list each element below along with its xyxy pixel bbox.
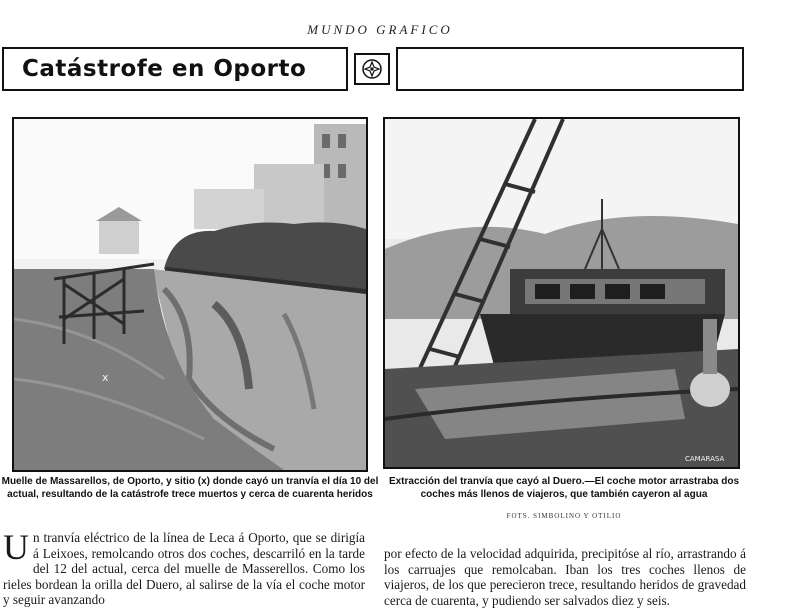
photo-quay-massarellos bbox=[12, 117, 368, 472]
dropcap: U bbox=[3, 527, 29, 567]
ornament-box bbox=[354, 53, 390, 85]
article-column-2: por efecto de la velocidad adquirida, precipitóse al río, arrastrando á los carruajes que remolcaban. Iban los tres coches llenos de viajeros, de los que perecieron trece, resultando heridos de gravedad cerca de cuarenta, y pudiendo ser salvados diez y seis. bbox=[384, 546, 746, 608]
empty-title-box bbox=[396, 47, 744, 91]
caption-left: Muelle de Massarellos, de Oporto, y sitio (x) donde cayó un tranvía el día 10 del actual, resultando de la catástrofe trece muertos y cerca de cuarenta heridos bbox=[1, 476, 379, 500]
photo-stamp: CAMARASA bbox=[685, 455, 725, 463]
ornament-icon bbox=[361, 58, 383, 80]
headline: Catástrofe en Oporto bbox=[2, 47, 348, 91]
title-bar bbox=[2, 47, 744, 95]
photo-tram-extraction bbox=[383, 117, 740, 469]
svg-text:x: x bbox=[102, 371, 109, 384]
masthead: MUNDO GRAFICO bbox=[307, 22, 453, 37]
article-column-1 bbox=[3, 527, 365, 608]
photo-credit: FOTS. SIMBOLINO Y OTILIO bbox=[506, 512, 622, 520]
caption-right: Extracción del tranvía que cayó al Duero.—El coche motor arrastraba dos coches más llenos de viajeros, que también cayeron al agua bbox=[388, 476, 740, 500]
article-text-1: n tranvía eléctrico de la línea de Leca á Oporto, que se dirigía á Leixoes, remolcando otros dos coches, descarriló en la tarde del 12 del actual, cerca del muelle de Masserellos. Como los rieles bordean la orilla del Duero, al salirse de la vía el coche motor y seguir avanzando bbox=[3, 530, 365, 608]
